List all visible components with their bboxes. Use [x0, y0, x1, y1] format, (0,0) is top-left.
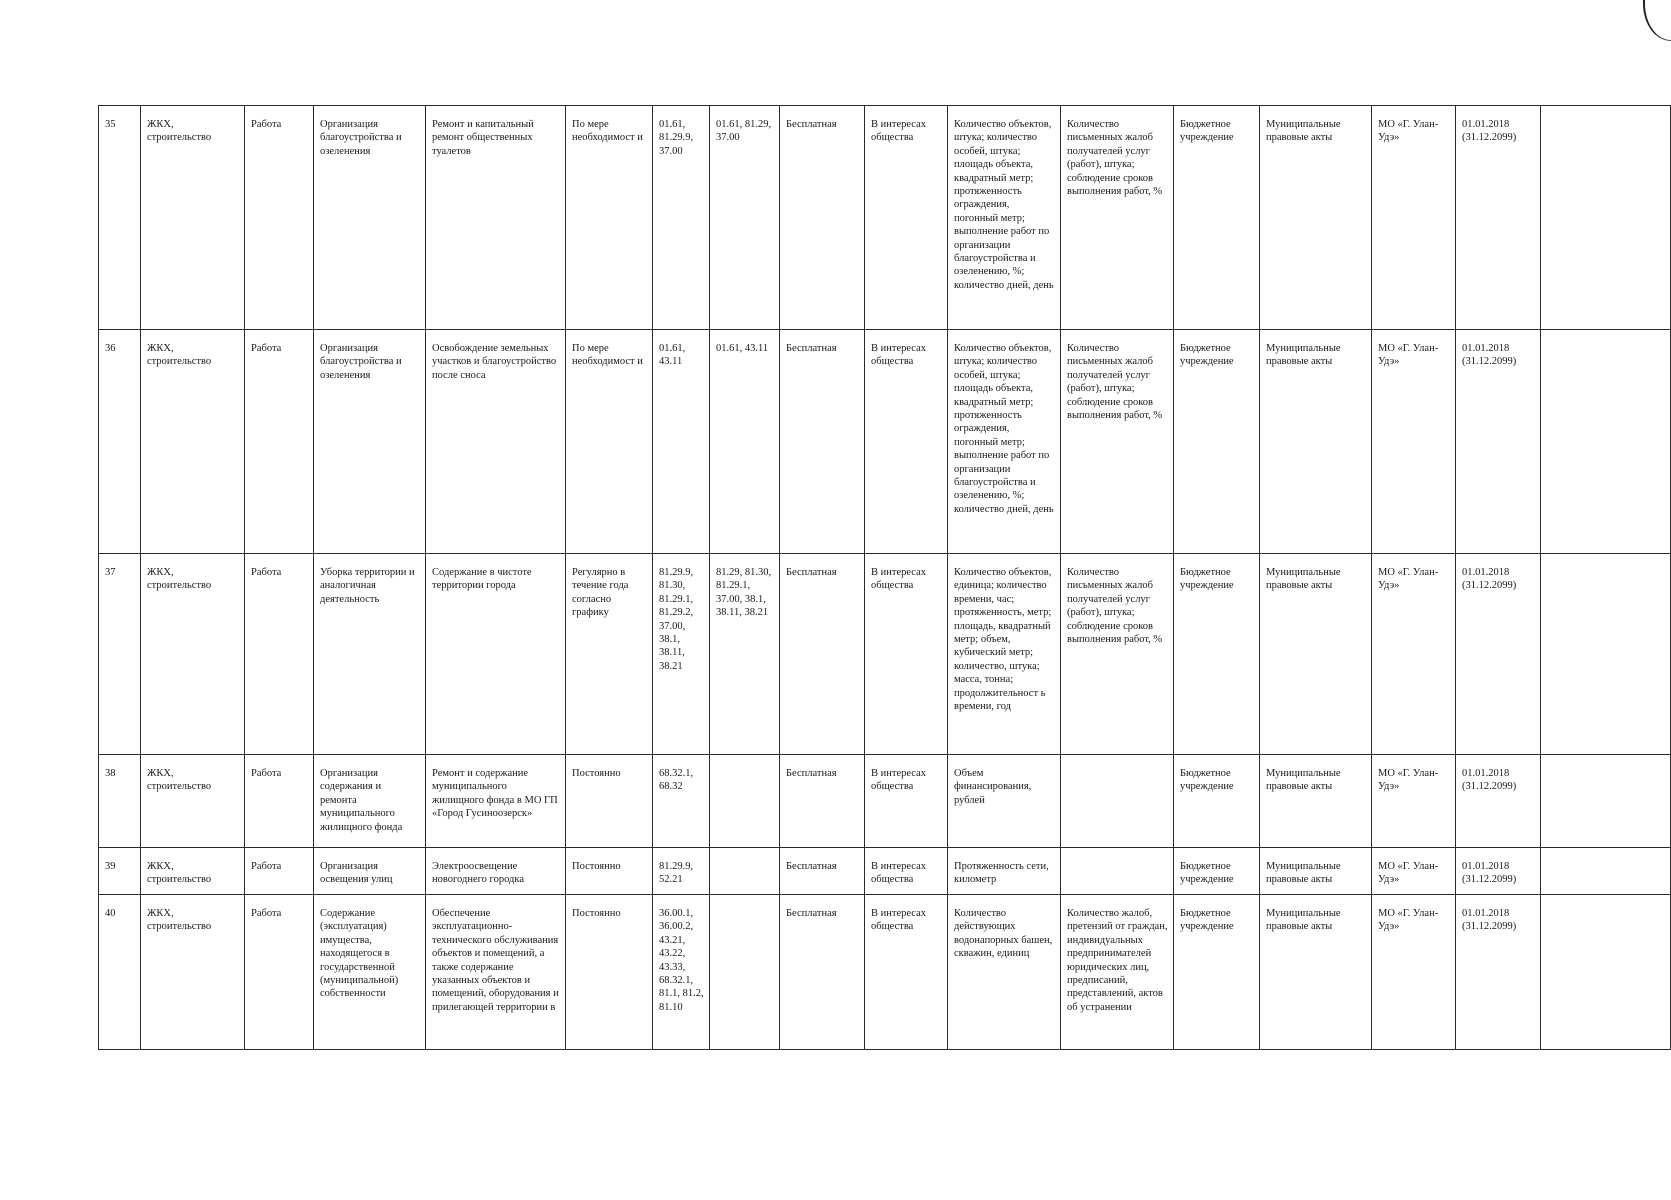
service-name-cell: Организация освещения улиц	[314, 848, 426, 895]
legal-basis-cell: Муниципальные правовые акты	[1260, 895, 1372, 1050]
periodicity-cell: По мере необходимост и	[566, 106, 653, 330]
service-name-cell: Организация благоустройства и озеленения	[314, 106, 426, 330]
periodicity-cell: Постоянно	[566, 895, 653, 1050]
service-name-cell: Организация благоустройства и озеленения	[314, 330, 426, 554]
founder-cell: МО «Г. Улан-Удэ»	[1372, 848, 1456, 895]
table-row	[99, 755, 1671, 848]
type-cell: Работа	[245, 554, 314, 755]
extra-cell	[1541, 106, 1671, 330]
okved-code-cell: 81.29.9, 81.30, 81.29.1, 81.29.2, 37.00, 38.1, 38.11, 38.21	[653, 554, 710, 755]
service-name-cell: Уборка территории и аналогичная деятельность	[314, 554, 426, 755]
type-cell: Работа	[245, 755, 314, 848]
dates-cell: 01.01.2018 (31.12.2099)	[1456, 330, 1541, 554]
sphere-cell: ЖКХ, строительство	[141, 755, 245, 848]
legal-basis-cell: Муниципальные правовые акты	[1260, 106, 1372, 330]
provider-type-cell: Бюджетное учреждение	[1174, 330, 1260, 554]
sphere-cell: ЖКХ, строительство	[141, 330, 245, 554]
content-cell: Ремонт и содержание муниципального жилищного фонда в МО ГП «Город Гусиноозерск»	[426, 755, 566, 848]
periodicity-cell: Постоянно	[566, 848, 653, 895]
volume-indicator-cell: Количество действующих водонапорных башен, скважин, единиц	[948, 895, 1061, 1050]
provider-type-cell: Бюджетное учреждение	[1174, 106, 1260, 330]
consumers-cell: В интересах общества	[865, 848, 948, 895]
okved-code-cell: 68.32.1, 68.32	[653, 755, 710, 848]
consumers-cell: В интересах общества	[865, 106, 948, 330]
dates-cell: 01.01.2018 (31.12.2099)	[1456, 755, 1541, 848]
payment-cell: Бесплатная	[780, 755, 865, 848]
okved-code-cell: 01.61, 43.11	[653, 330, 710, 554]
quality-indicator-cell: Количество письменных жалоб получателей услуг (работ), штука; соблюдение сроков выполнения работ, %	[1061, 330, 1174, 554]
consumers-cell: В интересах общества	[865, 895, 948, 1050]
content-cell: Освобождение земельных участков и благоустройство после сноса	[426, 330, 566, 554]
quality-indicator-cell: Количество письменных жалоб получателей услуг (работ), штука; соблюдение сроков выполнения работ, %	[1061, 106, 1174, 330]
okved-code-cell-2: 01.61, 81.29, 37.00	[710, 106, 780, 330]
provider-type-cell: Бюджетное учреждение	[1174, 755, 1260, 848]
founder-cell: МО «Г. Улан-Удэ»	[1372, 554, 1456, 755]
content-cell: Содержание в чистоте территории города	[426, 554, 566, 755]
extra-cell	[1541, 554, 1671, 755]
sphere-cell: ЖКХ, строительство	[141, 848, 245, 895]
service-name-cell: Содержание (эксплуатация) имущества, находящегося в государственной (муниципальной) собственности	[314, 895, 426, 1050]
payment-cell: Бесплатная	[780, 330, 865, 554]
consumers-cell: В интересах общества	[865, 554, 948, 755]
extra-cell	[1541, 895, 1671, 1050]
service-name-cell: Организация содержания и ремонта муниципального жилищного фонда	[314, 755, 426, 848]
dates-cell: 01.01.2018 (31.12.2099)	[1456, 106, 1541, 330]
dates-cell: 01.01.2018 (31.12.2099)	[1456, 848, 1541, 895]
extra-cell	[1541, 755, 1671, 848]
content-cell: Электроосвещение новогоднего городка	[426, 848, 566, 895]
provider-type-cell: Бюджетное учреждение	[1174, 554, 1260, 755]
founder-cell: МО «Г. Улан-Удэ»	[1372, 755, 1456, 848]
payment-cell: Бесплатная	[780, 895, 865, 1050]
volume-indicator-cell: Протяженность сети, километр	[948, 848, 1061, 895]
okved-code-cell-2	[710, 895, 780, 1050]
dates-cell: 01.01.2018 (31.12.2099)	[1456, 554, 1541, 755]
provider-type-cell: Бюджетное учреждение	[1174, 848, 1260, 895]
legal-basis-cell: Муниципальные правовые акты	[1260, 554, 1372, 755]
row-number: 36	[99, 330, 141, 554]
volume-indicator-cell: Количество объектов, штука; количество особей, штука; площадь объекта, квадратный метр; протяженность ограждения, погонный метр; выполнение работ по организации благоустройства и озеленению, %; количество дней, день	[948, 330, 1061, 554]
row-number: 35	[99, 106, 141, 330]
okved-code-cell-2: 01.61, 43.11	[710, 330, 780, 554]
table-row	[99, 895, 1671, 1050]
okved-code-cell-2: 81.29, 81.30, 81.29.1, 37.00, 38.1, 38.11, 38.21	[710, 554, 780, 755]
founder-cell: МО «Г. Улан-Удэ»	[1372, 330, 1456, 554]
payment-cell: Бесплатная	[780, 848, 865, 895]
content-cell: Обеспечение эксплуатационно-технического обслуживания объектов и помещений, а также содержание указанных объектов и помещений, оборудования и прилегающей территории в	[426, 895, 566, 1050]
quality-indicator-cell: Количество жалоб, претензий от граждан, индивидуальных предпринимателей юридических лиц, предписаний, представлений, актов об устранении	[1061, 895, 1174, 1050]
okved-code-cell-2	[710, 848, 780, 895]
table-row	[99, 554, 1671, 755]
sphere-cell: ЖКХ, строительство	[141, 895, 245, 1050]
founder-cell: МО «Г. Улан-Удэ»	[1372, 895, 1456, 1050]
consumers-cell: В интересах общества	[865, 755, 948, 848]
table-row	[99, 330, 1671, 554]
volume-indicator-cell: Количество объектов, штука; количество особей, штука; площадь объекта, квадратный метр; протяженность ограждения, погонный метр; выполнение работ по организации благоустройства и озеленению, %; количество дней, день	[948, 106, 1061, 330]
dates-cell: 01.01.2018 (31.12.2099)	[1456, 895, 1541, 1050]
legal-basis-cell: Муниципальные правовые акты	[1260, 330, 1372, 554]
row-number: 40	[99, 895, 141, 1050]
sphere-cell: ЖКХ, строительство	[141, 106, 245, 330]
quality-indicator-cell	[1061, 848, 1174, 895]
consumers-cell: В интересах общества	[865, 330, 948, 554]
content-cell: Ремонт и капитальный ремонт общественных туалетов	[426, 106, 566, 330]
row-number: 37	[99, 554, 141, 755]
type-cell: Работа	[245, 106, 314, 330]
provider-type-cell: Бюджетное учреждение	[1174, 895, 1260, 1050]
okved-code-cell: 81.29.9, 52.21	[653, 848, 710, 895]
legal-basis-cell: Муниципальные правовые акты	[1260, 755, 1372, 848]
periodicity-cell: Регулярно в течение года согласно графику	[566, 554, 653, 755]
type-cell: Работа	[245, 895, 314, 1050]
volume-indicator-cell: Количество объектов, единица; количество времени, час; протяженность, метр; площадь, квадратный метр; объем, кубический метр; количество, штука; масса, тонна; продолжительност ь времени, год	[948, 554, 1061, 755]
extra-cell	[1541, 848, 1671, 895]
type-cell: Работа	[245, 330, 314, 554]
table-row	[99, 106, 1671, 330]
services-registry-table	[98, 105, 1671, 1050]
payment-cell: Бесплатная	[780, 554, 865, 755]
type-cell: Работа	[245, 848, 314, 895]
row-number: 38	[99, 755, 141, 848]
okved-code-cell-2	[710, 755, 780, 848]
page-corner-curl	[1643, 0, 1671, 41]
table-row	[99, 848, 1671, 895]
legal-basis-cell: Муниципальные правовые акты	[1260, 848, 1372, 895]
sphere-cell: ЖКХ, строительство	[141, 554, 245, 755]
payment-cell: Бесплатная	[780, 106, 865, 330]
periodicity-cell: По мере необходимост и	[566, 330, 653, 554]
okved-code-cell: 01.61, 81.29.9, 37.00	[653, 106, 710, 330]
founder-cell: МО «Г. Улан-Удэ»	[1372, 106, 1456, 330]
quality-indicator-cell	[1061, 755, 1174, 848]
extra-cell	[1541, 330, 1671, 554]
periodicity-cell: Постоянно	[566, 755, 653, 848]
row-number: 39	[99, 848, 141, 895]
quality-indicator-cell: Количество письменных жалоб получателей услуг (работ), штука; соблюдение сроков выполнения работ, %	[1061, 554, 1174, 755]
volume-indicator-cell: Объем финансирования, рублей	[948, 755, 1061, 848]
okved-code-cell: 36.00.1, 36.00.2, 43.21, 43.22, 43.33, 68.32.1, 81.1, 81.2, 81.10	[653, 895, 710, 1050]
